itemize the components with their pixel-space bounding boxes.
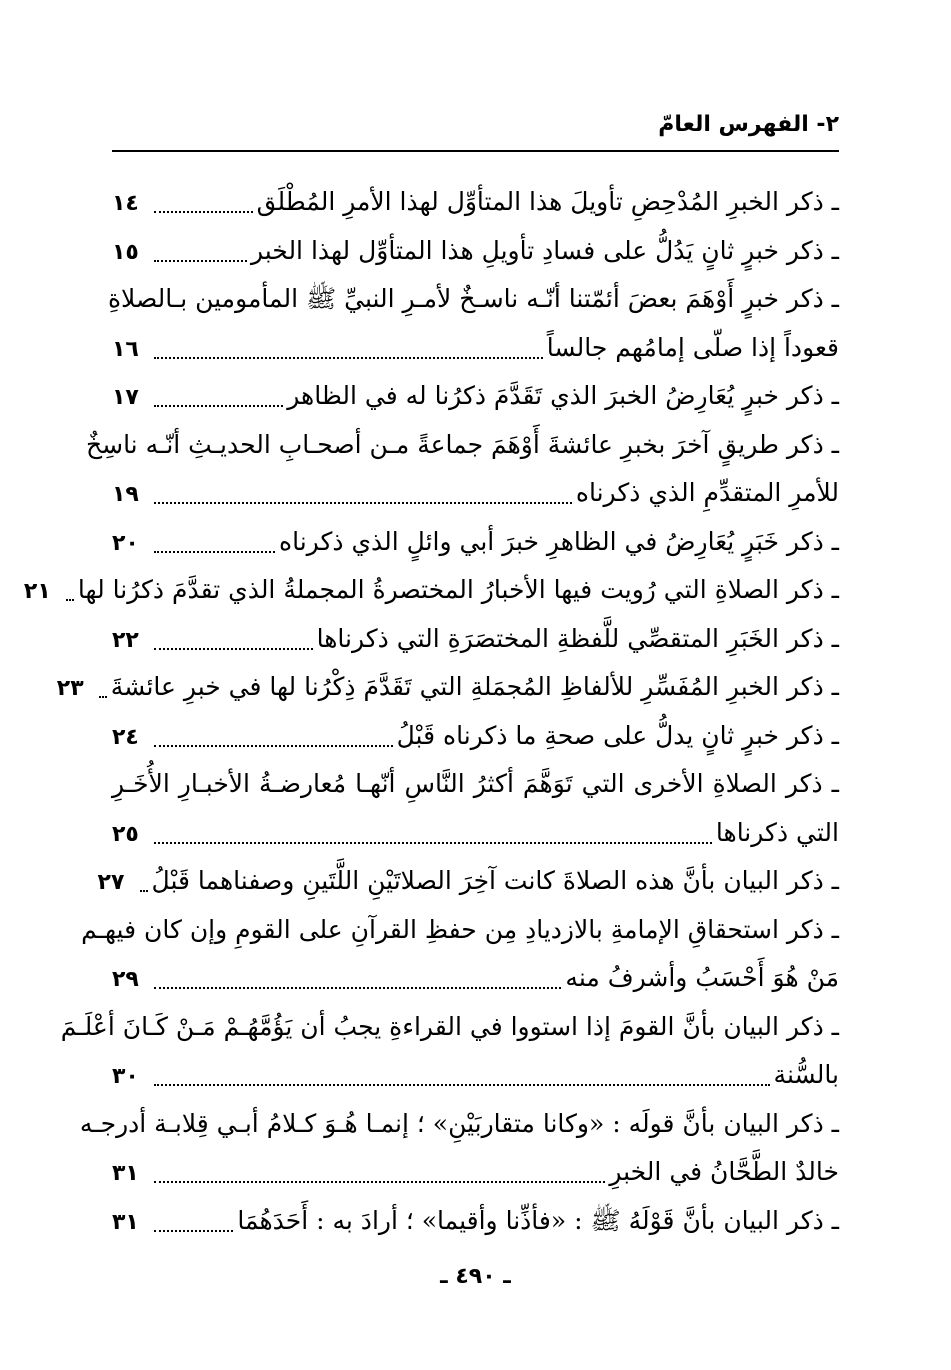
toc-entry-line [112,1148,839,1197]
dot-leader [66,597,74,601]
toc-entry-text: ـ ذكر الصلاةِ التي رُويت فيها الأخبارُ المختصرةُ المجملةُ الذي تقدَّمَ ذكرُنا لها [77,575,839,604]
toc-entry-line [81,906,839,955]
toc-entry [112,372,839,421]
toc-entry [112,1197,839,1246]
dot-leader [99,694,107,698]
toc-page-number: ٢٥ [112,821,139,847]
dot-leader [154,646,313,650]
toc-entry-text: ـ ذكر الصلاةِ الأخرى التي تَوَهَّمَ أكثرُ النَّاسِ أنّهـا مُعارضـةُ الأخبـارِ الأُخَـرِ [112,769,839,798]
toc-entry-line [79,1100,839,1149]
dot-leader [154,1082,770,1086]
toc-entry-line [112,615,839,664]
dot-leader [154,549,275,553]
toc-entry-line [23,566,839,615]
toc-entry-text: التي ذكرناها [715,817,839,847]
toc-entry-line [112,1051,839,1100]
toc-entry [112,227,839,276]
toc-page-number: ٣٠ [112,1064,139,1089]
toc-entry-text: ـ ذكر الخبرِ المُفَسِّرِ للألفاظِ المُجمَلةِ التي تَقَدَّمَ ذِكْرُنا لها في خبرِ عائشةَ [110,672,839,701]
toc-page-number: ٢٩ [112,967,139,992]
toc-entry-text: ـ ذكر الخبرِ المُدْحِضِ تأويلَ هذا المتأوِّل لهذا الأمرِ المُطْلَق [256,187,839,216]
toc-entry-line [112,954,839,1003]
toc-page-number: ٢٠ [112,530,139,556]
toc-page-number: ١٦ [112,336,139,362]
toc-page-number: ٢٧ [97,870,125,895]
dot-leader [154,840,712,844]
toc-page-number: ٢٤ [112,724,139,750]
toc-entry-line [60,1003,839,1052]
toc-entry-text: ـ ذكر خبرٍ ثانٍ يَدُلُّ على فسادِ تأويلِ هذا المتأوِّل لهذا الخبر [250,235,839,265]
toc-entry [60,1003,839,1100]
toc-entry-text: ـ ذكر خَبَرٍ يُعَارِضُ في الظاهرِ خبرَ أبي وائلٍ الذي ذكرناه [279,526,839,556]
dot-leader [154,500,572,504]
toc-page-number: ٣١ [112,1209,139,1235]
toc-entry-line [112,178,839,227]
toc-entry [85,421,839,518]
toc-entry-text: ـ ذكر البيان بأنَّ قولَه : «وكانا متقاربَيْنِ» ؛ إنمـا هُـوَ كـلامُ أبـي قِلابـة أدرجـه [79,1108,839,1138]
toc-entry-line [112,809,839,858]
toc-entry [112,518,839,567]
toc-entry-text: ـ ذكر البيان بأنَّ قَوْلَهُ ﷺ : «فأذِّنا وأقيما» ؛ أرادَ به : أَحَدَهُمَا [237,1205,839,1235]
toc-entry-line [112,324,839,373]
toc-entry [23,566,839,615]
toc-entry-text: بالسُّنة [773,1060,839,1089]
header-rule [112,150,839,152]
toc-entry-text: ـ ذكر البيان بأنَّ هذه الصلاةَ كانت آخِرَ الصلاتَيْنِ اللَّتَينِ وصفناهما قَبْلُ [151,866,839,895]
toc-entry-line [107,275,839,324]
toc-entry [81,906,839,1003]
toc-page-number: ١٥ [112,239,139,265]
toc-entry-line [112,712,839,761]
toc-page-number: ٣١ [112,1161,139,1186]
toc-page-number: ٢٢ [112,627,139,653]
toc-entry-text: ـ ذكر خبرٍ ثانٍ يدلُّ على صحةِ ما ذكرناه قَبْلُ [396,720,839,750]
toc-page-number: ١٧ [112,385,139,410]
toc-entry-line [112,469,839,518]
dot-leader [154,1179,605,1183]
toc-entry-text: ـ ذكر استحقاقِ الإمامةِ بالازديادِ مِن حفظِ القرآنِ على القومِ وإن كان فيهـم [81,914,839,944]
dot-leader [154,355,543,359]
toc-entry-line [112,227,839,276]
dot-leader [154,743,393,747]
toc-entry-line [85,421,839,470]
toc-entry [97,857,839,906]
toc-entry [112,178,839,227]
toc-entry-line [56,663,839,712]
toc-entry [112,712,839,761]
toc-entry-line [112,518,839,567]
toc-entry-text: قعوداً إذا صلّى إمامُهم جالساً [546,332,839,362]
toc-entry-text: ـ ذكر خبرٍ أَوْهَمَ بعضَ أئمّتنا أنّـه ناسـخٌ لأمـرِ النبيِّ ﷺ المأمومين بـالصلاةِ [107,284,839,313]
toc-page-number: ٢١ [23,579,51,604]
toc-entry [112,760,839,857]
dot-leader [154,258,247,262]
toc-entry-line [112,372,839,421]
toc-page-number: ١٩ [112,482,139,507]
toc-entry-text: ـ ذكر خبرٍ يُعَارِضُ الخبرَ الذي تَقَدَّمَ ذكرُنا له في الظاهر [287,381,839,410]
toc-entry [79,1100,839,1197]
toc-entry-text: للأمرِ المتقدِّمِ الذي ذكرناه [575,478,839,507]
toc-entry [56,663,839,712]
toc-entry-text: ـ ذكر الخَبَرِ المتقصِّي للَّفظةِ المختصَرَةِ التي ذكرناها [316,623,839,653]
toc-page-number: ١٤ [112,191,139,216]
toc-entry-text: ـ ذكر البيان بأنَّ القومَ إذا استووا في القراءةِ يجبُ أن يَؤُمَّهُـمْ مَـنْ كَـانَ أعْلَـمَ [60,1011,839,1041]
dot-leader [154,985,561,989]
toc-entry-text: خالدٌ الطَّحَّانُ في الخبرِ [609,1157,839,1186]
dot-leader [154,1228,233,1232]
dot-leader [154,209,253,213]
toc-entry [107,275,839,372]
toc-page-number: ٢٣ [56,676,84,701]
dot-leader [140,888,148,892]
toc-entry [112,615,839,664]
toc-entry-line [112,760,839,809]
page-number: ـ ٤٩٠ ـ [440,1264,511,1289]
toc-entry-text: مَنْ هُوَ أَحْسَبُ وأشرفُ منه [565,963,839,992]
table-of-contents [23,178,839,1245]
section-header: ٢- الفهرس العامّ [658,112,839,137]
toc-entry-text: ـ ذكر طريقٍ آخرَ بخبرِ عائشةَ أَوْهَمَ جماعةً مـن أصحـابِ الحديـثِ أنّـه ناسِخٌ [85,429,839,459]
toc-entry-line [97,857,839,906]
toc-entry-line [112,1197,839,1246]
dot-leader [154,403,283,407]
